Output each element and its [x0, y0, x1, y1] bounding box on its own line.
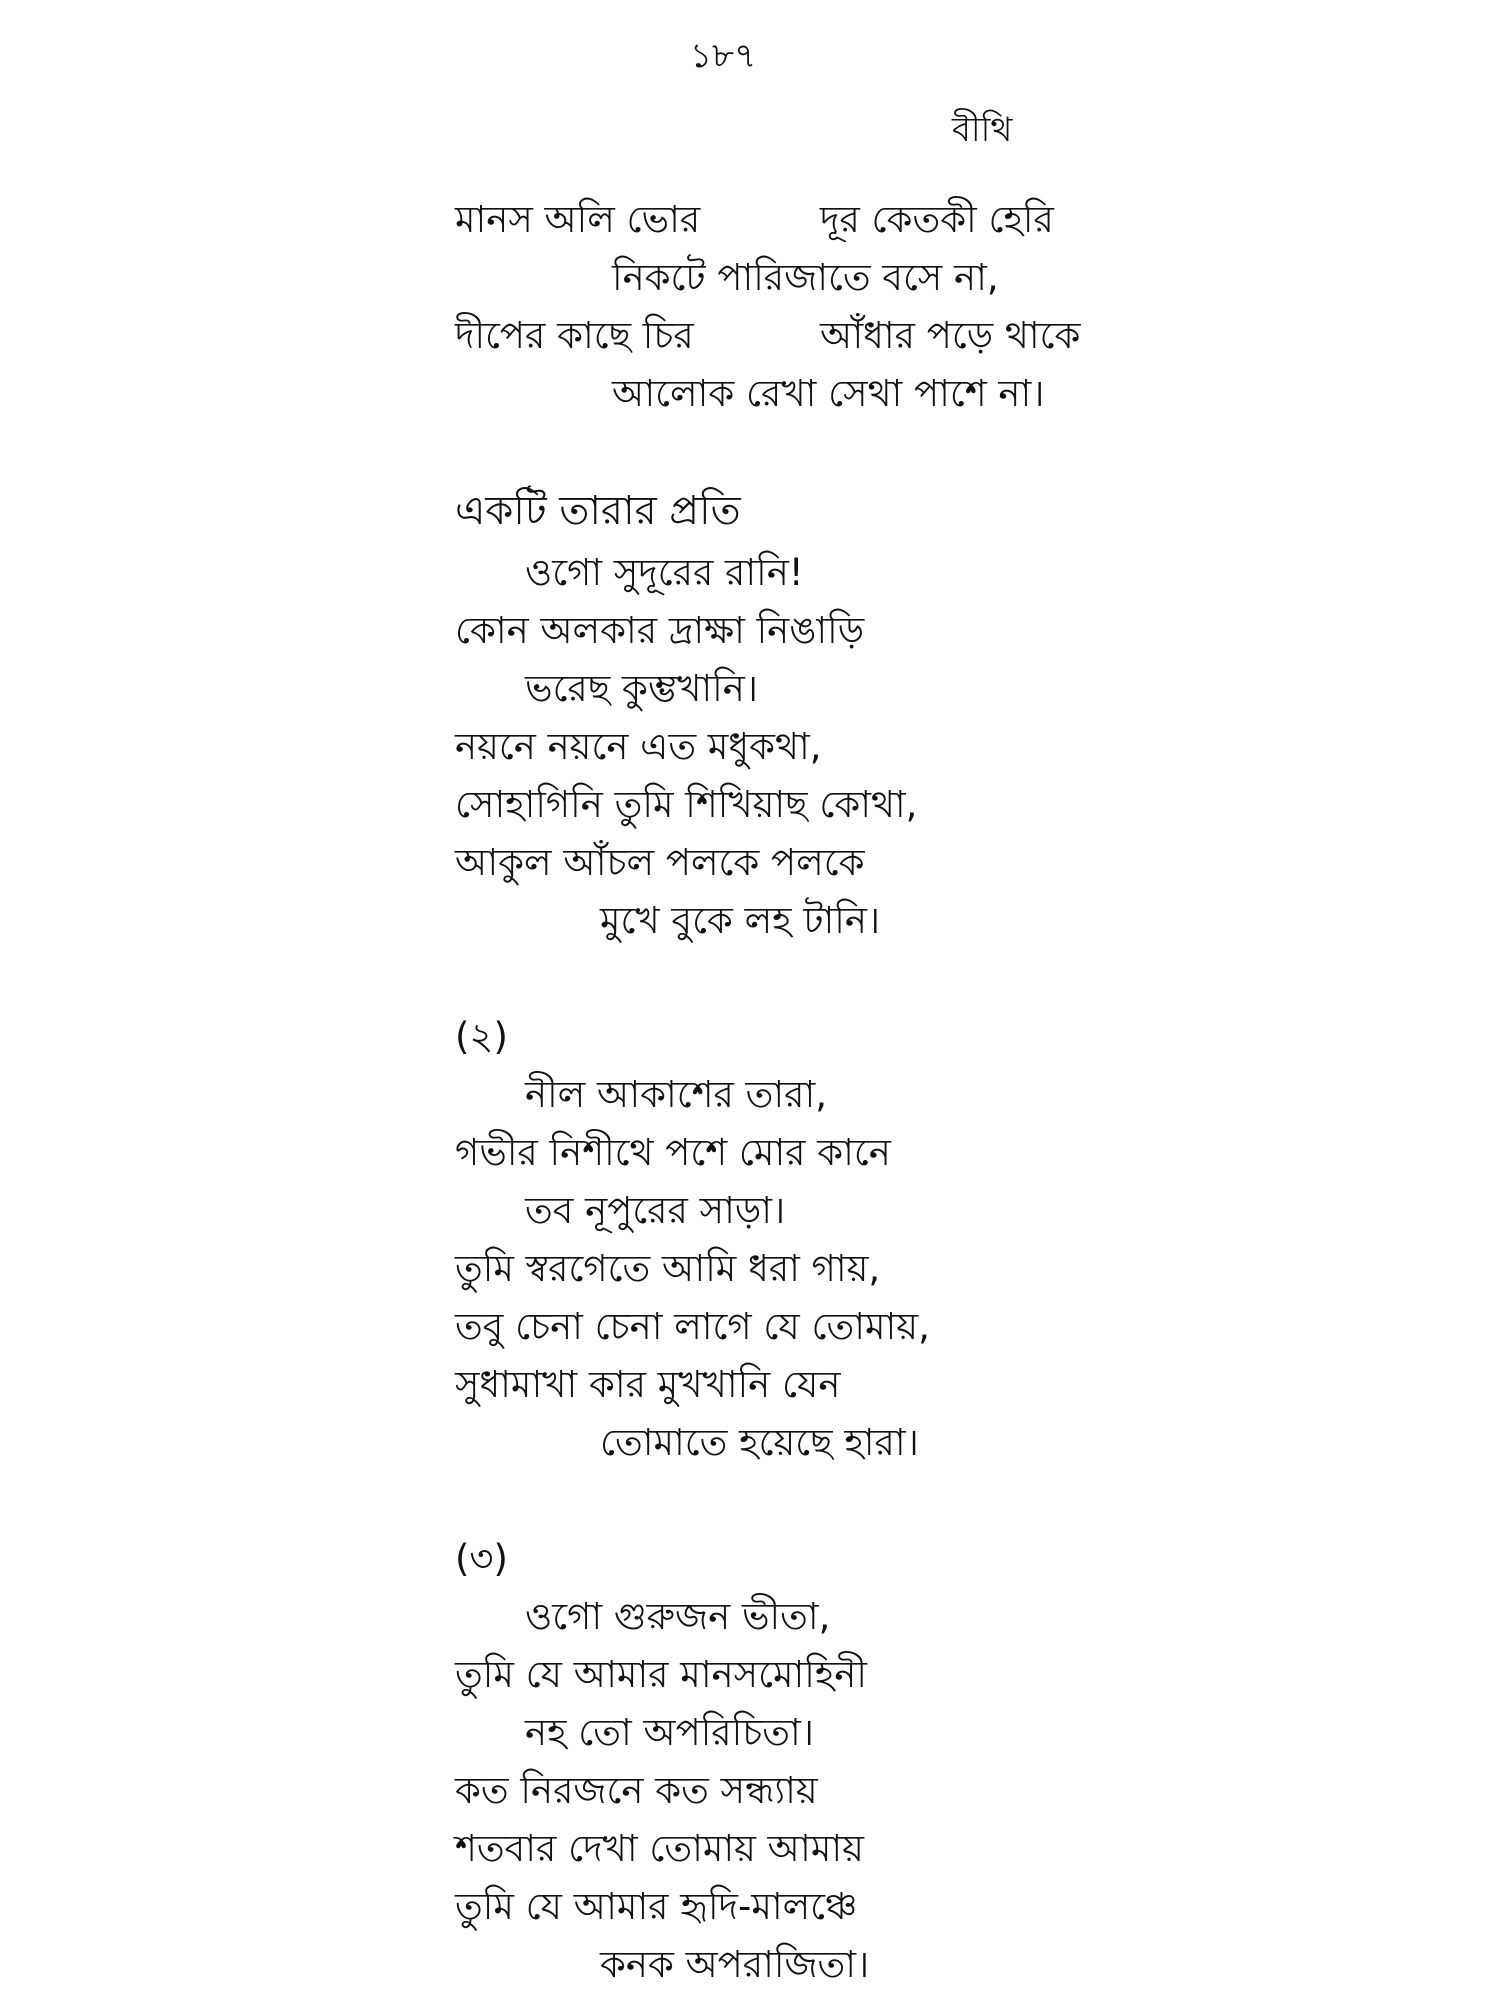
- poem-line: তুমি যে আমার মানসমোহিনী: [455, 1653, 867, 1696]
- poem-line: ভরেছ কুম্ভখানি।: [525, 667, 759, 710]
- running-head: বীথি: [952, 110, 1013, 150]
- poem-line: নয়নে নয়নে এত মধুকথা,: [455, 725, 822, 768]
- stanza-line: আঁধার পড়ে থাকে: [820, 314, 1081, 357]
- poem-line: সুধামাখা কার মুখখানি যেন: [455, 1363, 841, 1406]
- stanza-line: মানস অলি ভোর: [455, 198, 701, 241]
- stanza-line: দূর কেতকী হেরি: [820, 198, 1054, 241]
- poem-line: কত নিরজনে কত সন্ধ্যায়: [455, 1769, 818, 1812]
- section-label: (৩): [455, 1537, 508, 1580]
- stanza-line: আলোক রেখা সেথা পাশে না।: [612, 372, 1045, 415]
- poem-line: ওগো গুরুজন ভীতা,: [525, 1595, 831, 1638]
- page-number: ১৮৭: [690, 36, 757, 76]
- poem-line: শতবার দেখা তোমায় আমায়: [455, 1827, 864, 1870]
- poem-line: তব নূপুরের সাড়া।: [525, 1189, 786, 1232]
- section-label: (২): [455, 1015, 508, 1058]
- poem-line: তোমাতে হয়েছে হারা।: [600, 1421, 919, 1464]
- poem-line: সোহাগিনি তুমি শিখিয়াছ কোথা,: [455, 783, 918, 826]
- poem-line: তুমি স্বরগেতে আমি ধরা গায়,: [455, 1247, 881, 1290]
- stanza-line: দীপের কাছে চির: [455, 314, 694, 357]
- poem-title: একটি তারার প্রতি: [455, 488, 741, 534]
- poem-line: আকুল আঁচল পলকে পলকে: [455, 841, 865, 884]
- poem-line: তুমি যে আমার হৃদি-মালঞ্চে: [455, 1885, 858, 1928]
- poem-line: কনক অপরাজিতা।: [600, 1943, 870, 1986]
- poem-line: নীল আকাশের তারা,: [525, 1073, 827, 1116]
- poem-line: কোন অলকার দ্রাক্ষা নিঙাড়ি: [455, 609, 865, 652]
- poem-line: তবু চেনা চেনা লাগে যে তোমায়,: [455, 1305, 930, 1348]
- poem-line: মুখে বুকে লহ টানি।: [600, 899, 881, 942]
- poem-line: ওগো সুদূরের রানি!: [525, 551, 804, 594]
- poem-line: নহ তো অপরিচিতা।: [525, 1711, 814, 1754]
- poem-line: গভীর নিশীথে পশে মোর কানে: [455, 1131, 891, 1174]
- stanza-line: নিকটে পারিজাতে বসে না,: [612, 256, 999, 299]
